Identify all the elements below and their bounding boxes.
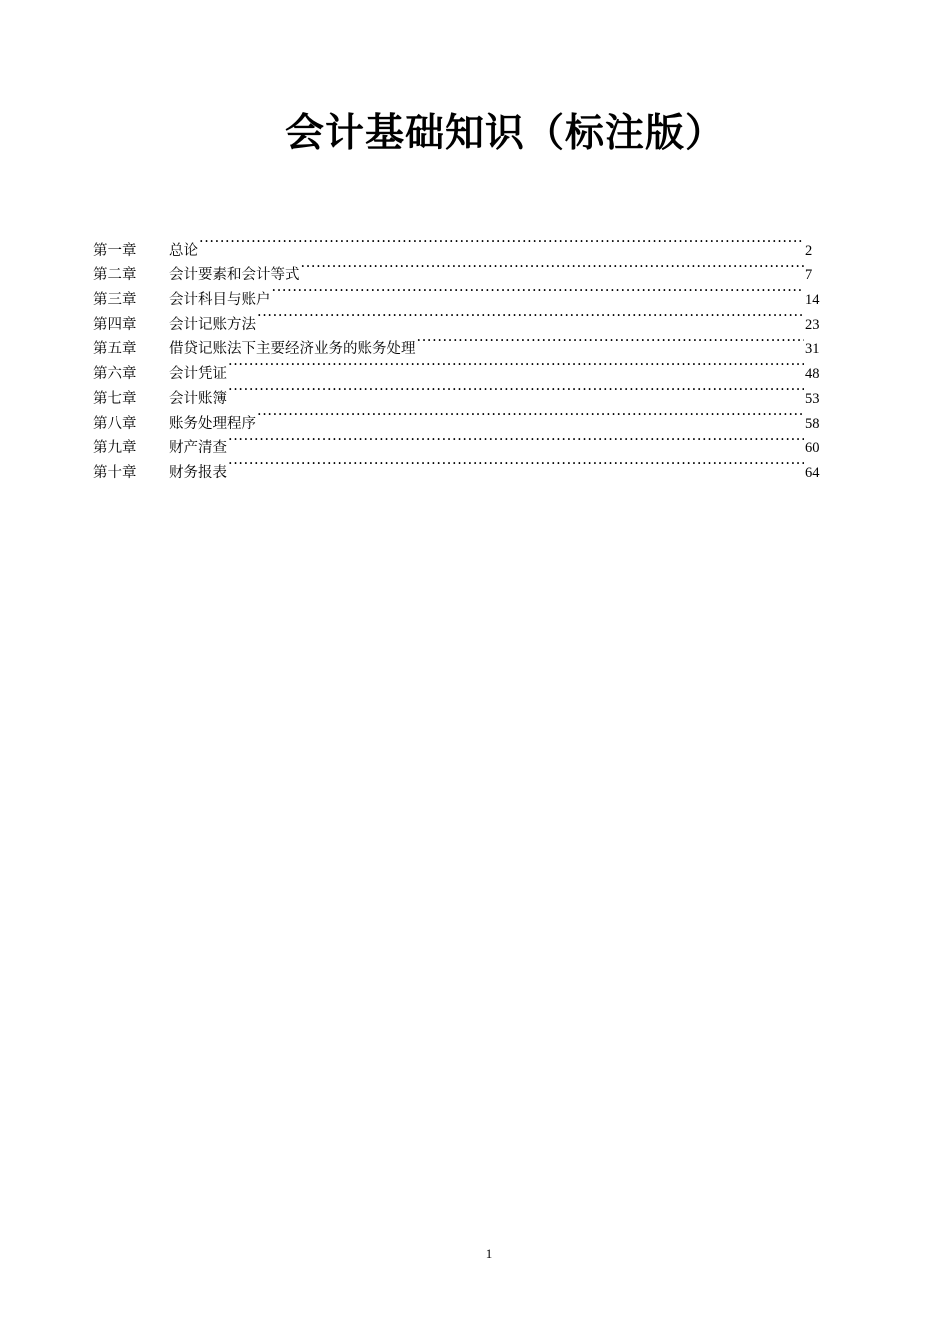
page-number: 1 [485, 1246, 493, 1261]
toc-dot-leader [257, 403, 804, 428]
toc-dot-leader [228, 378, 804, 403]
toc-page-number: 60 [805, 440, 820, 457]
toc-chapter-title: 会计科目与账户 [169, 292, 271, 309]
toc-chapter-title: 账务处理程序 [169, 415, 256, 432]
toc-chapter-number: 第十章 [93, 464, 137, 481]
toc-page-number: 31 [805, 341, 820, 358]
toc-page-number: 64 [805, 464, 820, 481]
toc-chapter-number: 第一章 [93, 242, 137, 259]
toc-chapter-number: 第四章 [93, 316, 137, 333]
toc-dot-leader [257, 304, 804, 329]
toc-page-number: 58 [805, 415, 820, 432]
toc-chapter-number: 第三章 [93, 292, 137, 309]
toc-chapter-title: 借贷记账法下主要经济业务的账务处理 [169, 341, 416, 358]
toc-chapter-number: 第七章 [93, 390, 137, 407]
toc-chapter-number: 第五章 [93, 341, 137, 358]
toc-chapter-title: 会计记账方法 [169, 316, 256, 333]
toc-chapter-title: 财产清查 [169, 440, 227, 457]
toc-chapter-number: 第八章 [93, 415, 137, 432]
table-of-contents [93, 230, 823, 481]
toc-entry[interactable] [93, 255, 823, 284]
toc-dot-leader [301, 255, 805, 280]
toc-chapter-title: 会计凭证 [169, 366, 227, 383]
toc-dot-leader [199, 230, 804, 255]
toc-page-number: 14 [805, 292, 820, 309]
toc-dot-leader [228, 428, 804, 453]
toc-chapter-title: 总论 [169, 242, 198, 259]
document-title: 会计基础知识（标注版） [284, 111, 725, 156]
toc-chapter-number: 第六章 [93, 366, 137, 383]
toc-dot-leader [272, 279, 805, 304]
toc-chapter-title: 会计要素和会计等式 [169, 267, 300, 284]
toc-dot-leader [417, 329, 805, 354]
toc-page-number: 2 [805, 242, 813, 259]
toc-chapter-title: 财务报表 [169, 464, 227, 481]
toc-page-number: 48 [805, 366, 820, 383]
toc-dot-leader [228, 353, 804, 378]
toc-chapter-number: 第九章 [93, 440, 137, 457]
toc-chapter-title: 会计账簿 [169, 390, 227, 407]
toc-page-number: 53 [805, 390, 820, 407]
toc-chapter-number: 第二章 [93, 267, 137, 284]
toc-page-number: 7 [805, 267, 813, 284]
toc-page-number: 23 [805, 316, 820, 333]
toc-dot-leader [228, 452, 804, 477]
toc-entry[interactable] [93, 230, 823, 259]
